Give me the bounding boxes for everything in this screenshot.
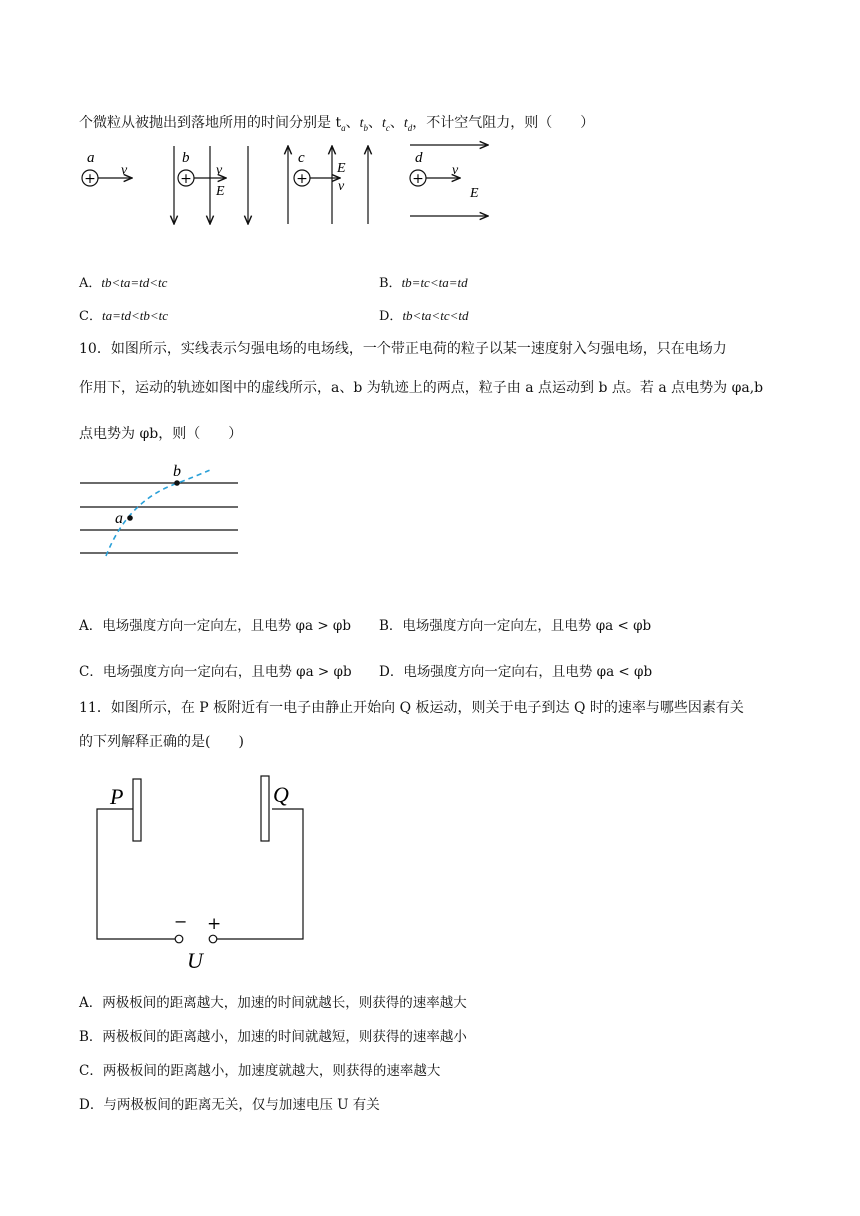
label-d: d xyxy=(415,150,423,166)
q10-stem-line1: 10．如图所示，实线表示匀强电场的电场线，一个带正电荷的粒子以某一速度射入匀强电场，只在电场力 xyxy=(79,341,727,357)
label-E-d: E xyxy=(470,186,479,201)
q11-figure xyxy=(90,772,340,972)
q9-stem: 个微粒从被抛出到落地所用的时间分别是 $t_a$、$t_b$、$t_c$、$t_d$，不计空气阻力，则（ ） xyxy=(79,115,595,133)
label-U: U xyxy=(187,948,203,972)
label-v-d: v xyxy=(452,163,459,178)
q10-stem-line3: 点电势为 φb，则（ ） xyxy=(79,426,243,442)
q9-figure xyxy=(78,138,508,238)
q10-figure xyxy=(78,460,248,580)
label-Q: Q xyxy=(273,782,289,807)
q9-option-d: D．tb<ta<tc<td xyxy=(379,308,469,324)
q11-option-a: A．两极板间的距离越大，加速的时间就越长，则获得的速率越大 xyxy=(79,995,467,1011)
charge-plus-a: + xyxy=(84,171,96,187)
plate-P xyxy=(133,779,141,841)
label-point-b: b xyxy=(173,463,181,480)
charge-plus-d: + xyxy=(412,171,424,187)
label-v-c: v xyxy=(338,179,345,194)
label-E-b: E xyxy=(216,184,225,199)
panel-d xyxy=(410,145,488,216)
label-minus: − xyxy=(174,912,188,931)
q11-option-b: B．两极板间的距离越小，加速的时间就越短，则获得的速率越小 xyxy=(79,1029,467,1045)
q9-option-b: B．tb=tc<ta=td xyxy=(379,275,468,291)
q10-option-c: C．电场强度方向一定向右，且电势 φa > φb xyxy=(79,664,352,680)
label-point-a: a xyxy=(115,510,123,527)
q11-stem-line1: 11．如图所示，在 P 板附近有一电子由静止开始向 Q 板运动，则关于电子到达 Q 时的速率与哪些因素有关 xyxy=(79,700,744,716)
label-v-a: v xyxy=(121,163,128,178)
q10-option-d: D．电场强度方向一定向右，且电势 φa < φb xyxy=(379,664,653,680)
q10-option-a: A．电场强度方向一定向左，且电势 φa > φb xyxy=(79,618,352,634)
label-c: c xyxy=(298,150,305,166)
q9-option-a: A．tb<ta=td<tc xyxy=(79,275,168,291)
panel-c xyxy=(288,146,368,224)
label-a: a xyxy=(87,150,95,166)
q11-option-c: C．两极板间的距离越小，加速度就越大，则获得的速率越大 xyxy=(79,1063,441,1079)
q10-option-b: B．电场强度方向一定向左，且电势 φa < φb xyxy=(379,618,652,634)
panel-b xyxy=(174,146,248,224)
q11-stem-line2: 的下列解释正确的是( ) xyxy=(79,734,244,750)
charge-plus-b: + xyxy=(180,171,192,187)
plate-Q xyxy=(261,776,269,841)
q10-stem-line2: 作用下，运动的轨迹如图中的虚线所示，a、b 为轨迹上的两点，粒子由 a 点运动到 b 点。若 a 点电势为 φa,b xyxy=(79,380,764,396)
q9-option-c: C．ta=td<tb<tc xyxy=(79,308,168,324)
label-v-b: v xyxy=(216,163,223,178)
label-E-c: E xyxy=(337,161,346,176)
label-P: P xyxy=(110,784,124,809)
label-b: b xyxy=(182,150,190,166)
q11-option-d: D．与两极板间的距离无关，仅与加速电压 U 有关 xyxy=(79,1097,380,1113)
panel-a xyxy=(82,150,132,187)
label-plus: + xyxy=(207,914,222,934)
charge-plus-c: + xyxy=(296,171,308,187)
